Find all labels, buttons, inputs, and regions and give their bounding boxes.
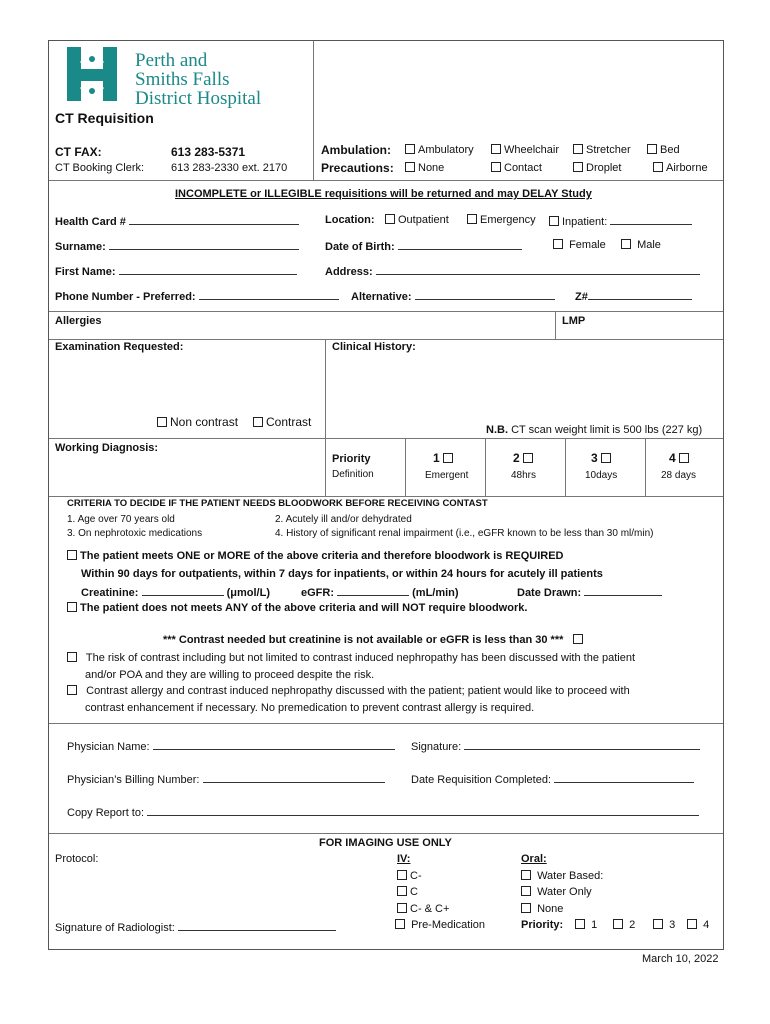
creatinine-field[interactable]: Creatinine: (μmol/L)	[81, 587, 270, 599]
ambulation-wheelchair[interactable]: Wheelchair	[491, 144, 559, 156]
location-emergency[interactable]: Emergency	[467, 214, 536, 226]
priority-4-option[interactable]: 4	[669, 451, 692, 465]
first-name-field[interactable]: First Name:	[55, 264, 297, 278]
form-date: March 10, 2022	[642, 953, 719, 965]
checkbox[interactable]	[467, 214, 477, 224]
oral-option-water-based[interactable]: Water Based:	[521, 870, 603, 882]
lmp-label: LMP	[562, 315, 586, 327]
checkbox[interactable]	[67, 550, 77, 560]
divider	[49, 180, 723, 181]
checkbox[interactable]	[523, 453, 533, 463]
checkbox[interactable]	[549, 216, 559, 226]
physician-signature-field[interactable]: Signature:	[411, 738, 700, 753]
oral-option-none[interactable]: None	[521, 903, 563, 915]
location-outpatient[interactable]: Outpatient	[385, 214, 449, 226]
dob-field[interactable]: Date of Birth:	[325, 239, 522, 253]
criteria-heading: CRITERIA TO DECIDE IF THE PATIENT NEEDS BLOODWORK BEFORE RECEIVING CONTAST	[67, 498, 488, 509]
imaging-priority-1[interactable]: 1	[575, 919, 597, 931]
priority-label: Priority	[332, 453, 371, 465]
checkbox[interactable]	[67, 652, 77, 662]
criterion-2: 2. Acutely ill and/or dehydrated	[275, 514, 412, 525]
fax-label: CT FAX:	[55, 145, 102, 159]
checkbox[interactable]	[687, 919, 697, 929]
checkbox[interactable]	[395, 919, 405, 929]
oral-label: Oral:	[521, 853, 547, 865]
hospital-cross-icon	[65, 45, 119, 103]
weight-limit-note: N.B. CT scan weight limit is 500 lbs (227 kg)	[486, 424, 703, 436]
health-card-field[interactable]: Health Card #	[55, 214, 299, 228]
hospital-name-line1: Perth and	[135, 50, 208, 71]
checkbox[interactable]	[397, 903, 407, 913]
bloodwork-required-option[interactable]: The patient meets ONE or MORE of the above criteria and therefore bloodwork is REQUIRED	[67, 550, 563, 562]
sex-female[interactable]: Female	[553, 239, 606, 251]
alternative-phone-field[interactable]: Alternative:	[351, 289, 555, 303]
checkbox[interactable]	[521, 886, 531, 896]
imaging-priority-3[interactable]: 3	[653, 919, 675, 931]
header-divider	[313, 41, 314, 180]
precaution-airborne[interactable]: Airborne	[653, 162, 708, 174]
divider	[49, 833, 723, 834]
egfr-field[interactable]: eGFR: (mL/min)	[301, 587, 459, 599]
checkbox[interactable]	[67, 685, 77, 695]
nephropathy-risk-option[interactable]: The risk of contrast including but not limited to contrast induced nephropathy has been discussed with the patient	[67, 652, 635, 664]
checkbox[interactable]	[613, 919, 623, 929]
ambulation-ambulatory[interactable]: Ambulatory	[405, 144, 474, 156]
iv-option-c-minus[interactable]: C-	[397, 870, 422, 882]
checkbox[interactable]	[397, 870, 407, 880]
precaution-contact[interactable]: Contact	[491, 162, 542, 174]
iv-option-c[interactable]: C	[397, 886, 418, 898]
clinical-history-label: Clinical History:	[332, 341, 416, 353]
booking-number: 613 283-2330 ext. 2170	[171, 162, 288, 174]
priority-definition-label: Definition	[332, 469, 374, 480]
working-diagnosis-label: Working Diagnosis:	[55, 442, 159, 454]
iv-label: IV:	[397, 853, 411, 865]
bloodwork-timing-text: Within 90 days for outpatients, within 7 days for inpatients, or within 24 hours for acutely ill patients	[81, 568, 603, 580]
contrast-allergy-option[interactable]: Contrast allergy and contrast induced nephropathy discussed with the patient; patient would like to proceed with	[67, 685, 630, 697]
criterion-3: 3. On nephrotoxic medications	[67, 528, 203, 539]
checkbox[interactable]	[157, 417, 167, 427]
checkbox[interactable]	[573, 162, 583, 172]
checkbox[interactable]	[253, 417, 263, 427]
contrast-needed-option[interactable]: *** Contrast needed but creatinine is not available or eGFR is less than 30 ***	[163, 634, 586, 646]
checkbox[interactable]	[405, 144, 415, 154]
priority-1-option[interactable]: 1	[433, 451, 456, 465]
divider	[565, 438, 566, 496]
requisition-form	[48, 40, 724, 950]
checkbox[interactable]	[575, 919, 585, 929]
date-completed-field[interactable]: Date Requisition Completed:	[411, 771, 694, 786]
warning-text: INCOMPLETE or ILLEGIBLE requisitions will be returned and may DELAY Study	[175, 188, 592, 200]
priority-4-definition: 28 days	[661, 470, 697, 481]
checkbox[interactable]	[385, 214, 395, 224]
priority-2-definition: 48hrs	[511, 470, 537, 481]
oral-option-water-only[interactable]: Water Only	[521, 886, 592, 898]
hospital-name-line2: Smiths Falls	[135, 69, 230, 90]
date-drawn-field[interactable]: Date Drawn:	[517, 585, 662, 599]
checkbox[interactable]	[397, 886, 407, 896]
location-inpatient[interactable]: Inpatient:	[549, 214, 692, 228]
fax-number: 613 283-5371	[171, 145, 246, 159]
radiologist-signature-field[interactable]: Signature of Radiologist:	[55, 919, 336, 934]
priority-2-option[interactable]: 2	[513, 451, 536, 465]
divider	[49, 723, 723, 724]
iv-option-premedication[interactable]: Pre-Medication	[395, 919, 485, 931]
z-number-field[interactable]: Z#	[575, 289, 692, 303]
sex-male[interactable]: Male	[621, 239, 661, 251]
copy-report-field[interactable]: Copy Report to:	[67, 804, 699, 819]
protocol-label: Protocol:	[55, 853, 99, 865]
checkbox[interactable]	[621, 239, 631, 249]
divider	[555, 311, 556, 339]
divider	[49, 496, 723, 497]
hospital-name-line3: District Hospital	[135, 88, 262, 109]
checkbox[interactable]	[601, 453, 611, 463]
billing-number-field[interactable]: Physician’s Billing Number:	[67, 771, 385, 786]
divider	[49, 311, 723, 312]
checkbox[interactable]	[653, 919, 663, 929]
precaution-none[interactable]: None	[405, 162, 444, 174]
checkbox[interactable]	[405, 162, 415, 172]
imaging-priority-4[interactable]: 4	[687, 919, 709, 931]
nephropathy-risk-text: and/or POA and they are willing to proceed despite the risk.	[85, 669, 375, 681]
divider	[49, 438, 326, 439]
divider	[325, 438, 723, 439]
divider	[645, 438, 646, 496]
criterion-4: 4. History of significant renal impairment (i.e., eGFR known to be less than 30 ml/min)	[275, 528, 654, 539]
checkbox[interactable]	[573, 634, 583, 644]
allergies-label: Allergies	[55, 315, 102, 327]
iv-option-c-plus[interactable]: C- & C+	[397, 903, 449, 915]
imaging-priority-label: Priority:	[521, 919, 564, 931]
contrast-non[interactable]: Non contrast	[157, 415, 238, 429]
ambulation-bed[interactable]: Bed	[647, 144, 680, 156]
imaging-use-heading: FOR IMAGING USE ONLY	[319, 837, 452, 849]
address-field[interactable]: Address:	[325, 264, 700, 278]
priority-1-definition: Emergent	[425, 470, 469, 481]
imaging-priority-2[interactable]: 2	[613, 919, 635, 931]
checkbox[interactable]	[521, 903, 531, 913]
checkbox[interactable]	[553, 239, 563, 249]
divider	[405, 438, 406, 496]
checkbox[interactable]	[647, 144, 657, 154]
checkbox[interactable]	[573, 144, 583, 154]
booking-label: CT Booking Clerk:	[55, 162, 145, 174]
ambulation-stretcher[interactable]: Stretcher	[573, 144, 631, 156]
priority-3-option[interactable]: 3	[591, 451, 614, 465]
checkbox[interactable]	[653, 162, 663, 172]
divider	[49, 339, 723, 340]
checkbox[interactable]	[521, 870, 531, 880]
checkbox[interactable]	[491, 144, 501, 154]
exam-requested-label: Examination Requested:	[55, 341, 184, 353]
location-label: Location:	[325, 214, 375, 226]
criterion-1: 1. Age over 70 years old	[67, 514, 175, 525]
form-title: CT Requisition	[55, 110, 154, 126]
checkbox[interactable]	[443, 453, 453, 463]
contrast-yes[interactable]: Contrast	[253, 415, 311, 429]
checkbox[interactable]	[67, 602, 77, 612]
physician-name-field[interactable]: Physician Name:	[67, 738, 395, 753]
hospital-logo	[65, 45, 275, 107]
checkbox[interactable]	[679, 453, 689, 463]
surname-field[interactable]: Surname:	[55, 239, 299, 253]
checkbox[interactable]	[491, 162, 501, 172]
precaution-droplet[interactable]: Droplet	[573, 162, 621, 174]
divider	[485, 438, 486, 496]
contrast-allergy-text: contrast enhancement if necessary. No premedication to prevent contrast allergy is required.	[85, 702, 535, 714]
priority-3-definition: 10days	[585, 470, 618, 481]
bloodwork-not-required-option[interactable]: The patient does not meets ANY of the above criteria and will NOT require bloodwork.	[67, 602, 527, 614]
divider	[325, 339, 326, 496]
phone-field[interactable]: Phone Number - Preferred:	[55, 289, 339, 303]
precautions-label: Precautions:	[321, 161, 394, 175]
ambulation-label: Ambulation:	[321, 143, 391, 157]
